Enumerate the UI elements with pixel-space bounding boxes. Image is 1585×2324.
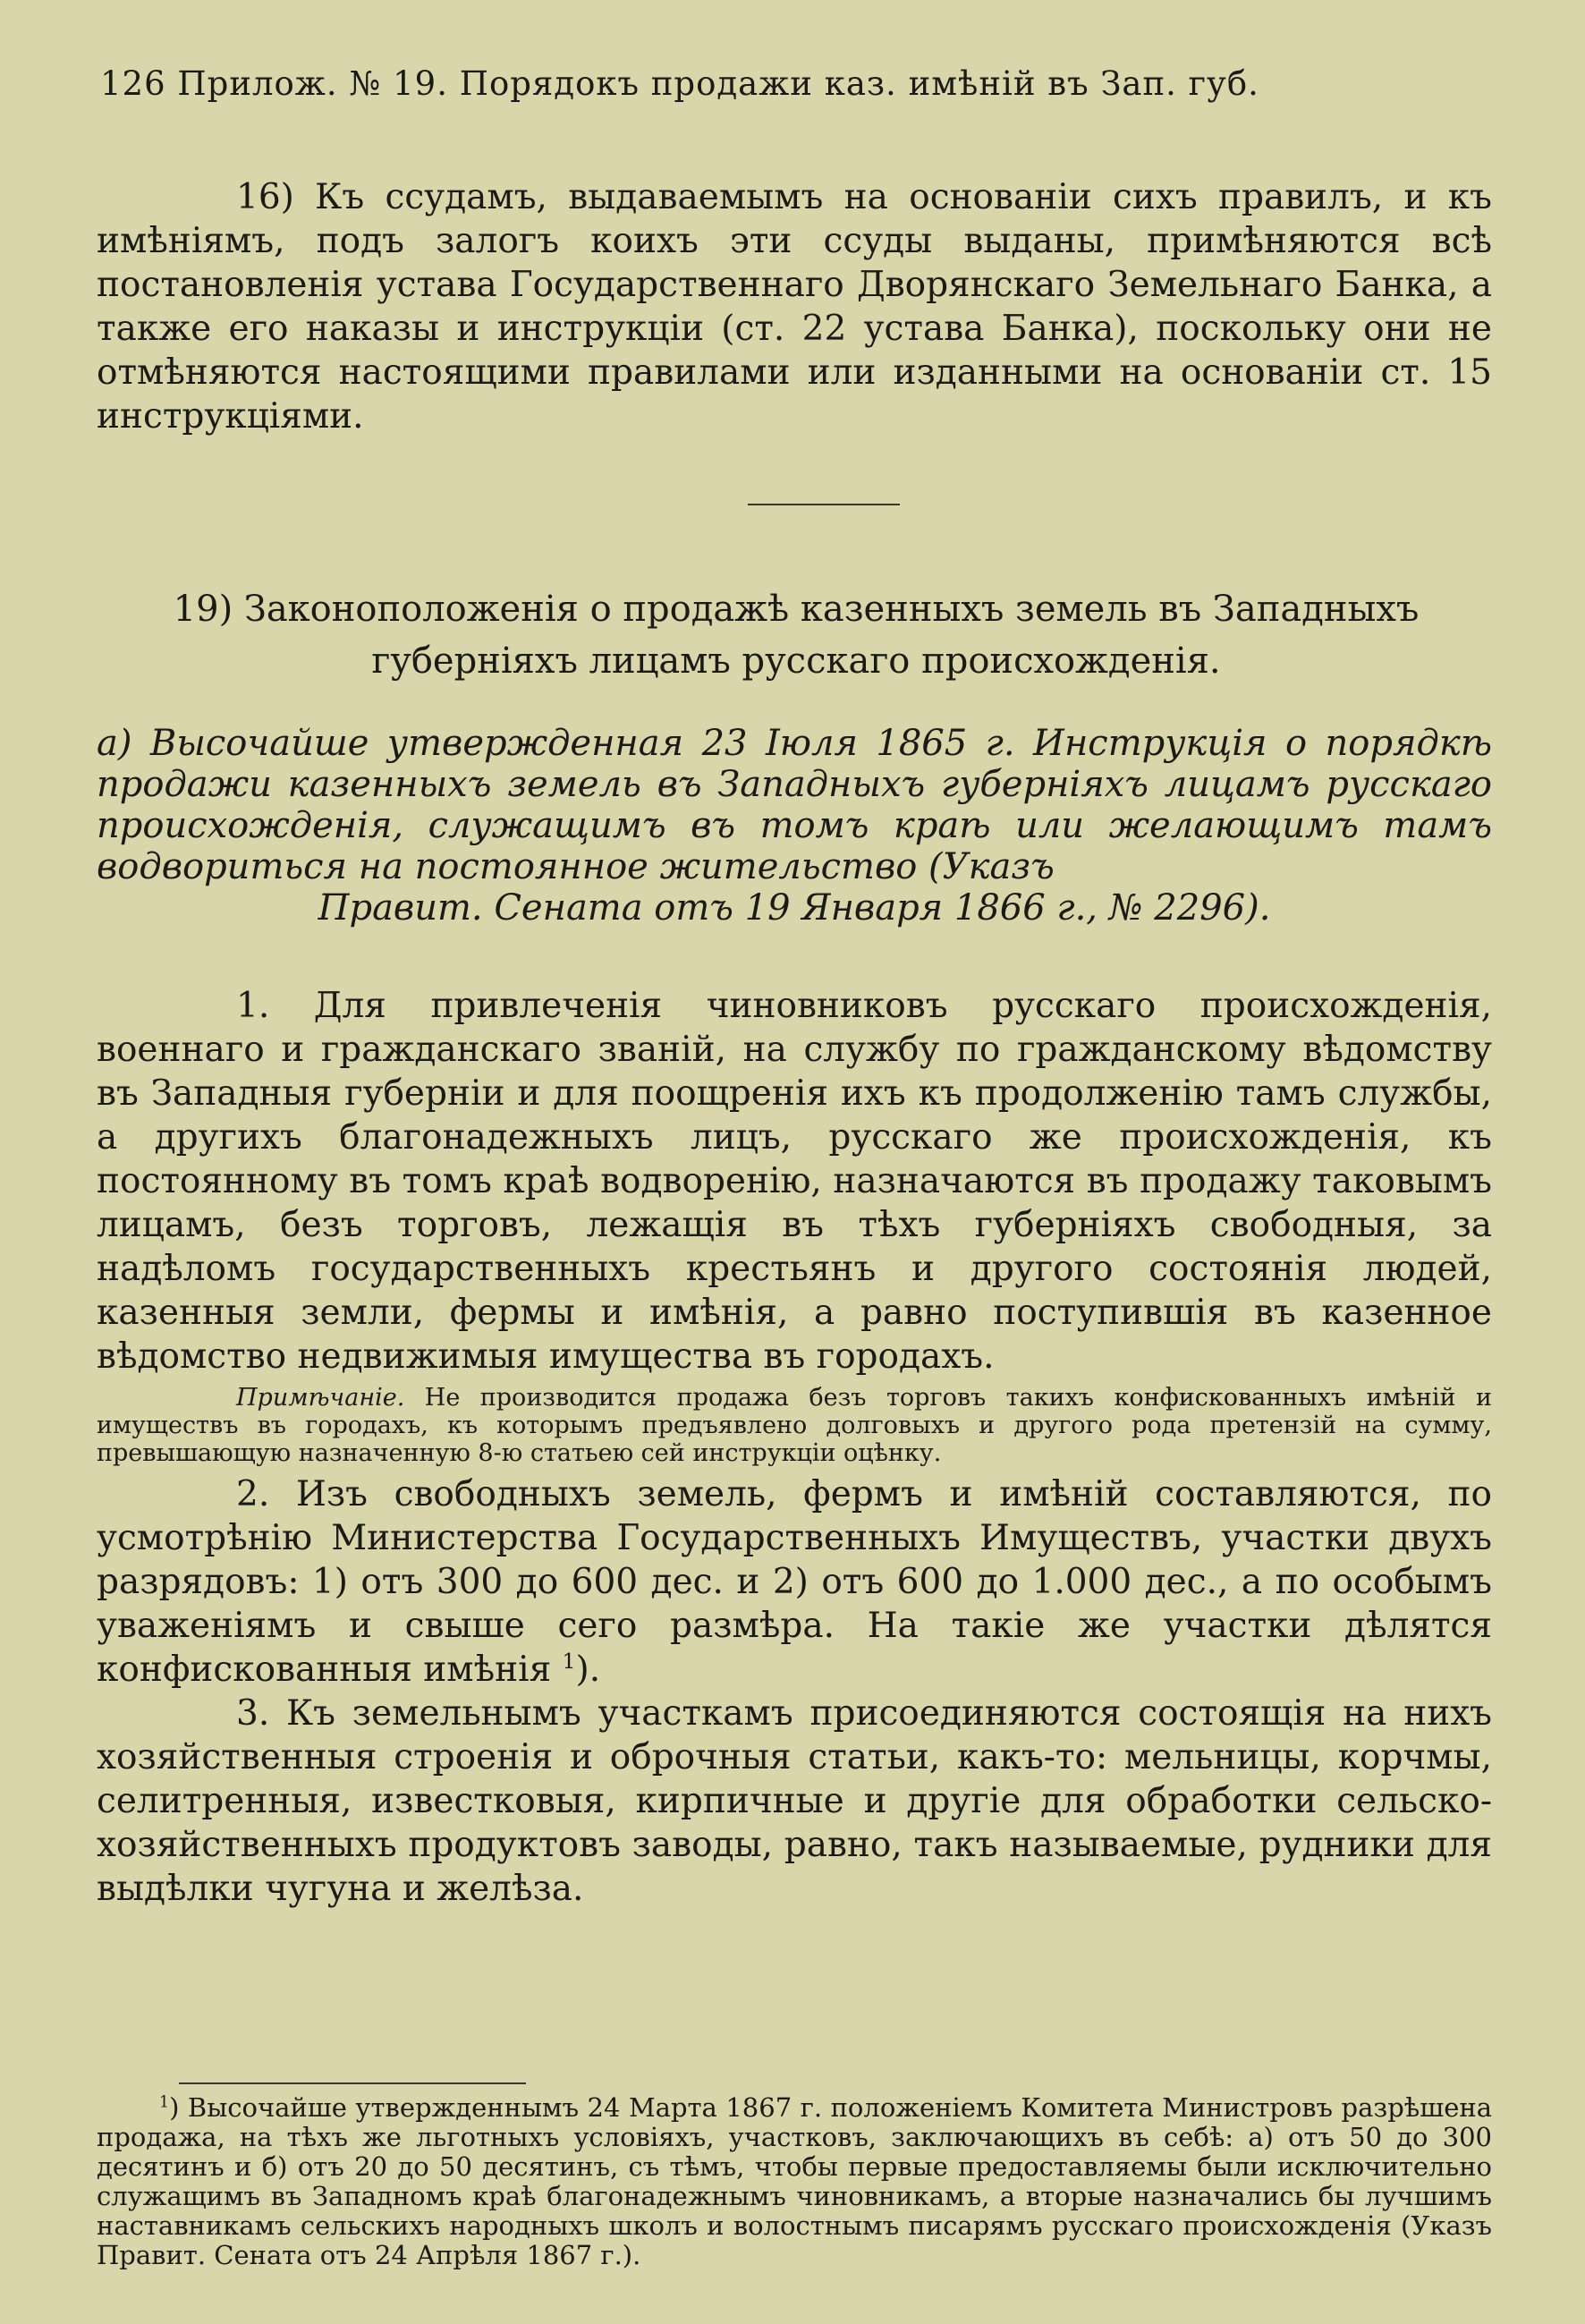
- note-text: Не производится продажа безъ торговъ такихъ конфискованныхъ имѣній и имуществъ въ городахъ, къ которымъ предъявлено долговыхъ и другого рода претензій на сумму, превышающую назначенную 8-ю статьею сей инструкціи оцѣнку.: [97, 1384, 1492, 1467]
- section-title-line-2: губерніяхъ лицамъ русскаго происхожденія.: [371, 640, 1221, 682]
- article-2-footnote-ref: 1: [562, 1649, 576, 1674]
- section-title-line-1: 19) Законоположенія о продажѣ казенныхъ земель въ Западныхъ: [173, 589, 1420, 630]
- article-1-note: [97, 1384, 1492, 1467]
- article-16-block: [97, 175, 1492, 438]
- article-16-paragraph: 16) Къ ссудамъ, выдаваемымъ на основаніи сихъ правилъ, и къ имѣніямъ, подъ залогъ коихъ эти ссуды выданы, примѣняются всѣ постановленія устава Государственнаго Дворянскаго Земельнаго Банка, а также его наказы и инструкціи (ст. 22 устава Банка), поскольку они не отмѣняются настоящими правилами или изданными на основаніи ст. 15 инструкціями.: [97, 177, 1492, 437]
- section-title: [116, 583, 1476, 687]
- article-2-paragraph: [97, 1472, 1492, 1692]
- instruction-heading: [97, 723, 1492, 929]
- articles-block: [97, 984, 1492, 1911]
- article-3-paragraph: 3. Къ земельнымъ участкамъ присоединяются состоящія на нихъ хозяйственныя строенія и оброчныя статьи, какъ-то: мельницы, корчмы, селитренныя, известковыя, кирпичные и другіе для обработки сельско-хозяйственныхъ продуктовъ заводы, равно, такъ называемые, рудники для выдѣлки чугуна и желѣза.: [97, 1693, 1492, 1909]
- article-2-text-end: ).: [575, 1650, 601, 1690]
- instruction-heading-text: а) Высочайше утвержденная 23 Іюля 1865 г. Инструкція о порядкѣ продажи казенныхъ земель въ Западныхъ губерніяхъ лицамъ русскаго происхожденія, служащимъ въ томъ краѣ или желающимъ тамъ водвориться на постоянное жительство (Указъ: [97, 723, 1492, 887]
- note-lead: Примѣчаніе.: [236, 1384, 405, 1412]
- footnote-rule: [179, 2082, 526, 2084]
- footnote-mark: 1: [159, 2093, 170, 2112]
- running-head: 126 Прилож. № 19. Порядокъ продажи каз. имѣній въ Зап. губ.: [100, 64, 1259, 103]
- section-divider: [748, 504, 900, 505]
- footnote-text: ) Высочайше утвержденнымъ 24 Марта 1867 г. положеніемъ Комитета Министровъ разрѣшена продажа, на тѣхъ же льготныхъ условіяхъ, участковъ, заключающихъ въ себѣ: а) отъ 50 до 300 десятинъ и б) отъ 20 до 50 десятинъ, съ тѣмъ, чтобы первые предоставляемы были исключительно служащимъ въ Западномъ краѣ благонадежнымъ чиновникамъ, а вторые назначались бы лучшимъ наставникамъ сельскихъ народныхъ школъ и волостнымъ писарямъ русскаго происхожденія (Указъ Правит. Сената отъ 24 Апрѣля 1867 г.).: [97, 2092, 1492, 2270]
- footnote: [97, 2093, 1492, 2270]
- article-2-text: 2. Изъ свободныхъ земель, фермъ и имѣній составляются, по усмотрѣнію Министерства Государственныхъ Имуществъ, участки двухъ разрядовъ: 1) отъ 300 до 600 дес. и 2) отъ 600 до 1.000 дес., а по особымъ уваженіямъ и свыше сего размѣра. На такіе же участки дѣлятся конфискованныя имѣнія: [97, 1474, 1492, 1690]
- article-1-paragraph: 1. Для привлеченія чиновниковъ русскаго происхожденія, военнаго и гражданскаго званій, на службу по гражданскому вѣдомству въ Западныя губерніи и для поощренія ихъ къ продолженію тамъ службы, а другихъ благонадежныхъ лицъ, русскаго же происхожденія, къ постоянному въ томъ краѣ водворенію, назначаются въ продажу таковымъ лицамъ, безъ торговъ, лежащія въ тѣхъ губерніяхъ свободныя, за надѣломъ государственныхъ крестьянъ и другого состоянія людей, казенныя земли, фермы и имѣнія, а равно поступившія въ казенное вѣдомство недвижимыя имущества въ городахъ.: [97, 986, 1492, 1377]
- instruction-heading-last-line: Правит. Сената отъ 19 Января 1866 г., № 2296).: [318, 887, 1271, 929]
